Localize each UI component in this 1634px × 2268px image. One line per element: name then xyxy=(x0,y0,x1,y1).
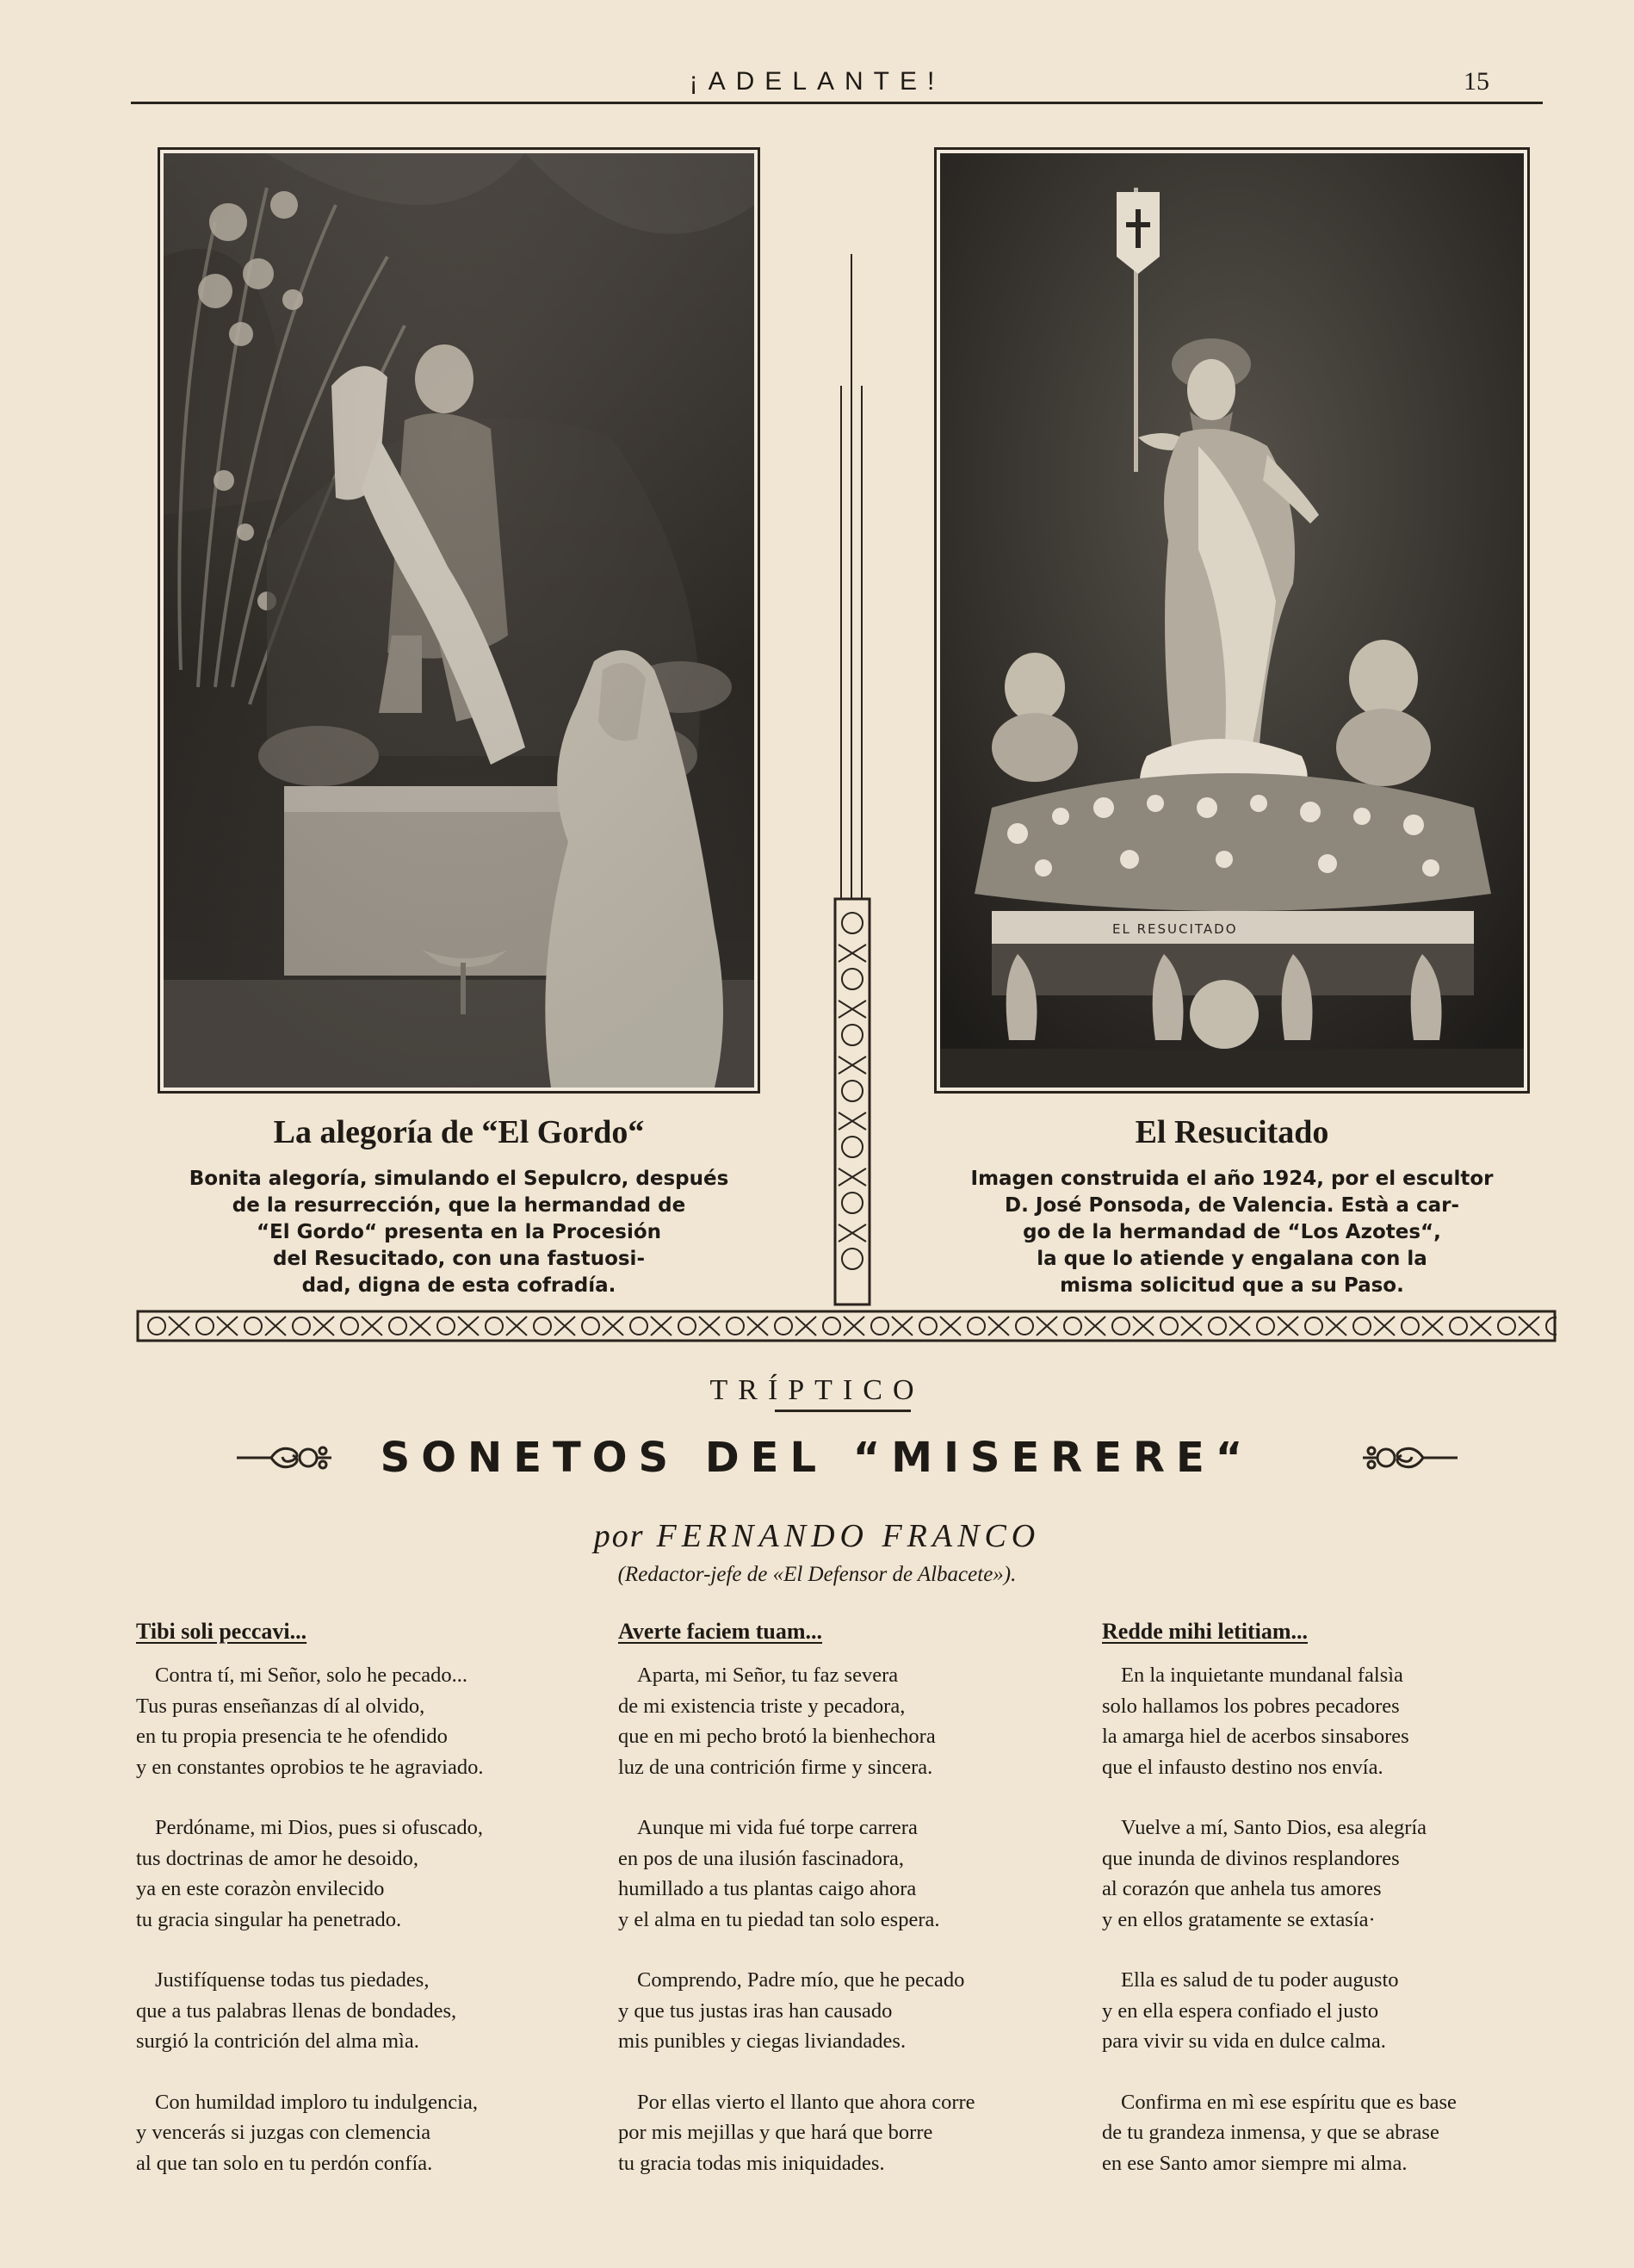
verse-line: Con humildad imploro tu indulgencia, xyxy=(155,2090,478,2114)
verse-line: por mis mejillas y que hará que borre xyxy=(618,2121,933,2144)
verse-line: Justifíquense todas tus piedades, xyxy=(155,1968,430,1992)
verse-line: que en mi pecho brotó la bienhechora xyxy=(618,1725,936,1748)
caption-line: la que lo atiende y engalana con la xyxy=(1037,1248,1427,1270)
caption-line: Bonita alegoría, simulando el Sepulcro, después xyxy=(189,1168,729,1190)
verse-line: tu gracia singular ha penetrado. xyxy=(136,1907,402,1931)
photo-el-resucitado-frame xyxy=(934,147,1530,1094)
verse-line: en ese Santo amor siempre mi alma. xyxy=(1102,2151,1408,2175)
header-rule xyxy=(131,102,1543,104)
byline-prefix: por xyxy=(593,1518,645,1554)
verse-line: la amarga hiel de acerbos sinsabores xyxy=(1102,1725,1409,1748)
vertical-ornament-band xyxy=(833,897,871,1306)
verse-line: tu gracia todas mis iniquidades. xyxy=(618,2151,885,2175)
verse-line: y vencerás si juzgas con clemencia xyxy=(136,2121,431,2144)
page-number: 15 xyxy=(1464,67,1489,96)
verse-line: y que tus justas iras han causado xyxy=(618,1998,893,2023)
supertitle-rule xyxy=(775,1410,911,1412)
verse-line: y en ella espera confiado el justo xyxy=(1102,1998,1379,2023)
stanza xyxy=(136,1965,584,2057)
verse-line: y en ellos gratamente se extasía· xyxy=(1102,1907,1376,1931)
verse-line: y el alma en tu piedad tan solo espera. xyxy=(618,1907,940,1931)
stanza xyxy=(618,1965,1066,2057)
verse-line: Confirma en mì ese espíritu que es base xyxy=(1121,2090,1457,2114)
caption-line: dad, digna de esta cofradía. xyxy=(301,1274,616,1297)
author-affiliation: (Redactor-jefe de «El Defensor de Albacete»). xyxy=(617,1563,1017,1586)
byline xyxy=(0,1517,1634,1555)
caption-title-left: La alegoría de “El Gordo“ xyxy=(273,1114,645,1150)
stanza xyxy=(618,1660,1066,1782)
caption-line: “El Gordo“ presenta en la Procesión xyxy=(256,1221,662,1243)
poem-column xyxy=(1102,1619,1558,2209)
verse-line: luz de una contrición firme y sincera. xyxy=(618,1755,933,1779)
poem-title: Redde mihi letitiam... xyxy=(1102,1619,1309,1644)
caption-line: de la resurrección, que la hermandad de xyxy=(232,1194,686,1217)
horizontal-ornament-band xyxy=(136,1310,1557,1342)
verse-line: Tus puras enseñanzas dí al olvido, xyxy=(136,1694,425,1718)
caption-line: del Resucitado, con una fastuosi- xyxy=(273,1248,645,1270)
caption-body-left xyxy=(121,1166,797,1299)
photo-el-resucitado xyxy=(940,153,1524,1088)
caption-title-right: El Resucitado xyxy=(1135,1114,1329,1150)
verse-line: mis punibles y ciegas liviandades. xyxy=(618,2029,907,2053)
verse-line: en tu propia presencia te he ofendido xyxy=(136,1725,448,1748)
verse-line: Ella es salud de tu poder augusto xyxy=(1121,1968,1399,1992)
verse-line: En la inquietante mundanal falsìa xyxy=(1121,1664,1403,1687)
stanza xyxy=(1102,1965,1558,2057)
photo-el-gordo xyxy=(164,153,754,1088)
verse-line: al corazón que anhela tus amores xyxy=(1102,1877,1382,1900)
photo-el-gordo-frame xyxy=(158,147,760,1094)
poem-column xyxy=(136,1619,584,2209)
poem-title: Tibi soli peccavi... xyxy=(136,1619,307,1644)
verse-line: Vuelve a mí, Santo Dios, esa alegría xyxy=(1121,1816,1427,1839)
stanza xyxy=(618,1813,1066,1935)
verse-line: tus doctrinas de amor he desoido, xyxy=(136,1846,418,1870)
caption-body-right xyxy=(900,1166,1564,1299)
verse-line: de tu grandeza inmensa, y que se abrase xyxy=(1102,2121,1439,2144)
verse-line: de mi existencia triste y pecadora, xyxy=(618,1694,906,1718)
running-header: ¡ADELANTE! xyxy=(689,67,945,96)
verse-line: surgió la contrición del alma mìa. xyxy=(136,2029,419,2053)
verse-line: ya en este corazòn envilecido xyxy=(136,1877,385,1900)
caption-line: Imagen construida el año 1924, por el escultor xyxy=(970,1168,1494,1190)
verse-line: al que tan solo en tu perdón confía. xyxy=(136,2151,433,2175)
verse-line: Aparta, mi Señor, tu faz severa xyxy=(637,1664,899,1687)
caption-line: D. José Ponsoda, de Valencia. Està a car- xyxy=(1004,1194,1459,1217)
poem-column xyxy=(618,1619,1066,2209)
verse-line: solo hallamos los pobres pecadores xyxy=(1102,1694,1400,1718)
verse-line: Aunque mi vida fué torpe carrera xyxy=(637,1816,918,1839)
stanza xyxy=(618,2087,1066,2179)
divider-line xyxy=(840,386,842,900)
author-name: FERNANDO FRANCO xyxy=(656,1518,1041,1554)
verse-line: Contra tí, mi Señor, solo he pecado... xyxy=(155,1664,468,1687)
verse-line: que el infausto destino nos envía. xyxy=(1102,1755,1383,1779)
stanza xyxy=(1102,2087,1558,2179)
caption-line: misma solicitud que a su Paso. xyxy=(1060,1274,1404,1297)
stanza xyxy=(136,2087,584,2179)
poem-title: Averte faciem tuam... xyxy=(618,1619,823,1644)
stanza xyxy=(136,1660,584,1782)
verse-line: y en constantes oprobios te he agraviado. xyxy=(136,1755,484,1779)
verse-line: para vivir su vida en dulce calma. xyxy=(1102,2029,1386,2053)
verse-line: humillado a tus plantas caigo ahora xyxy=(618,1877,917,1900)
caption-line: go de la hermandad de “Los Azotes“, xyxy=(1023,1221,1441,1243)
verse-line: Perdóname, mi Dios, pues si ofuscado, xyxy=(155,1816,484,1839)
verse-line: que a tus palabras llenas de bondades, xyxy=(136,1998,457,2023)
divider-line xyxy=(861,386,863,900)
stanza xyxy=(1102,1813,1558,1935)
plaque-text: EL RESUCITADO xyxy=(1112,921,1238,937)
stanza xyxy=(1102,1660,1558,1782)
section-title: SONETOS DEL “MISERERE“ xyxy=(380,1434,1254,1482)
verse-line: en pos de una ilusión fascinadora, xyxy=(618,1846,905,1870)
verse-line: Por ellas vierto el llanto que ahora corre xyxy=(637,2090,975,2114)
verse-line: que inunda de divinos resplandores xyxy=(1102,1846,1400,1870)
verse-line: Comprendo, Padre mío, que he pecado xyxy=(637,1968,965,1992)
divider-line xyxy=(851,254,852,900)
section-supertitle: TRÍPTICO xyxy=(709,1374,925,1406)
stanza xyxy=(136,1813,584,1935)
